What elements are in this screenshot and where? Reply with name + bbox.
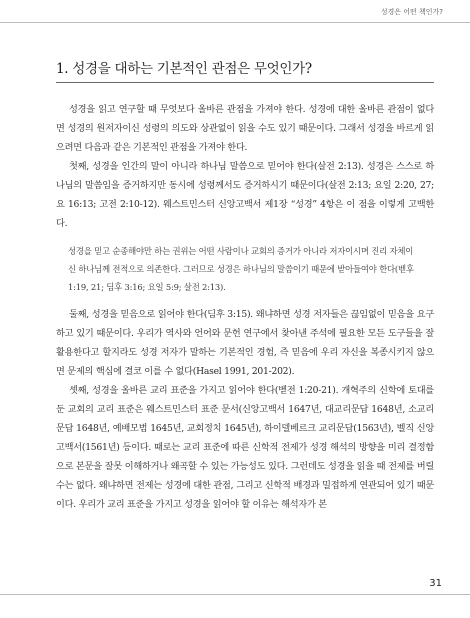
paragraph: 셋째, 성경을 올바른 교리 표준을 가지고 읽어야 한다(벧전 1:20-21). 개혁주의 신학에 토대를 둔 교회의 교리 표준은 웨스트민스터 표준 문서(신앙고백서 1647년, 대교리문답 1648년, 소교리문답 1648년, 예배모범 1645년, 교회정치 1645년), 하이델베르크 교리문답(1563년), 벨직 신앙고백서(1561년) 등이다. 때로는 교리 표준에 따른 신학적 전제가 성경 해석의 방향을 미리 결정함으로 본문을 잘못 이해하거나 왜곡할 수 있는 가능성도 있다. 그런데도 성경을 읽을 때 전제를 버릴 수는 없다. 왜냐하면 전제는 성경에 대한 관점, 그리고 신학적 배경과 밀접하게 연관되어 있기 때문이다. 우리가 교리 표준을 가지고 성경을 읽어야 할 이유는 해석자가 본 bbox=[56, 385, 434, 510]
body-text-bottom bbox=[56, 305, 434, 514]
quote-text: 성경을 믿고 순종해야만 하는 권위는 어떤 사람이나 교회의 증거가 아니라 저자이시며 진리 자체이신 하나님께 전적으로 의존한다. 그러므로 성경은 하나님의 말씀이기 때문에 받아들여야 한다(벧후 1:19, 21; 딤후 3:16; 요일 5:9; 살전 2:13). bbox=[68, 246, 414, 292]
paragraph: 둘째, 성경을 믿음으로 읽어야 한다(딤후 3:15). 왜냐하면 성경 저자들은 끊임없이 믿음을 요구하고 있기 때문이다. 우리가 역사와 언어와 문헌 연구에서 찾아낸 주석에 필요한 모든 도구들을 잘 활용한다고 할지라도 성경 저자가 말하는 기본적인 경험, 즉 믿음에 우리 자신을 복종시키지 않으면 문제의 핵심에 결코 이를 수 없다(Hasel 1991, 201-202). bbox=[56, 309, 434, 377]
running-header: 성경은 어떤 책인가? bbox=[380, 8, 443, 16]
footer-divider bbox=[0, 594, 470, 595]
body-text-top bbox=[56, 100, 434, 233]
header-divider bbox=[0, 22, 470, 23]
title-underline bbox=[56, 82, 434, 83]
chapter-title: 1. 성경을 대하는 기본적인 관점은 무엇인가? bbox=[56, 61, 312, 77]
page-number: 31 bbox=[429, 578, 442, 589]
block-quote bbox=[68, 242, 414, 296]
paragraph: 성경을 읽고 연구할 때 무엇보다 올바른 관점을 가져야 한다. 성경에 대한 올바른 관점이 없다면 성경의 원저자이신 성령의 의도와 상관없이 읽을 수도 있기 때문이다. 그래서 성경을 바르게 읽으려면 다음과 같은 기본적인 관점을 가져야 한다. bbox=[56, 104, 434, 153]
paragraph: 첫째, 성경을 인간의 말이 아니라 하나님 말씀으로 믿어야 한다(살전 2:13). 성경은 스스로 하나님의 말씀임을 증거하지만 동시에 성령께서도 증거하시기 때문이다(살전 2:13; 요일 2:20, 27; 요 16:13; 고전 2:10-12). 웨스트민스터 신앙고백서 제1장 “성경” 4항은 이 점을 이렇게 고백한다. bbox=[56, 161, 434, 229]
